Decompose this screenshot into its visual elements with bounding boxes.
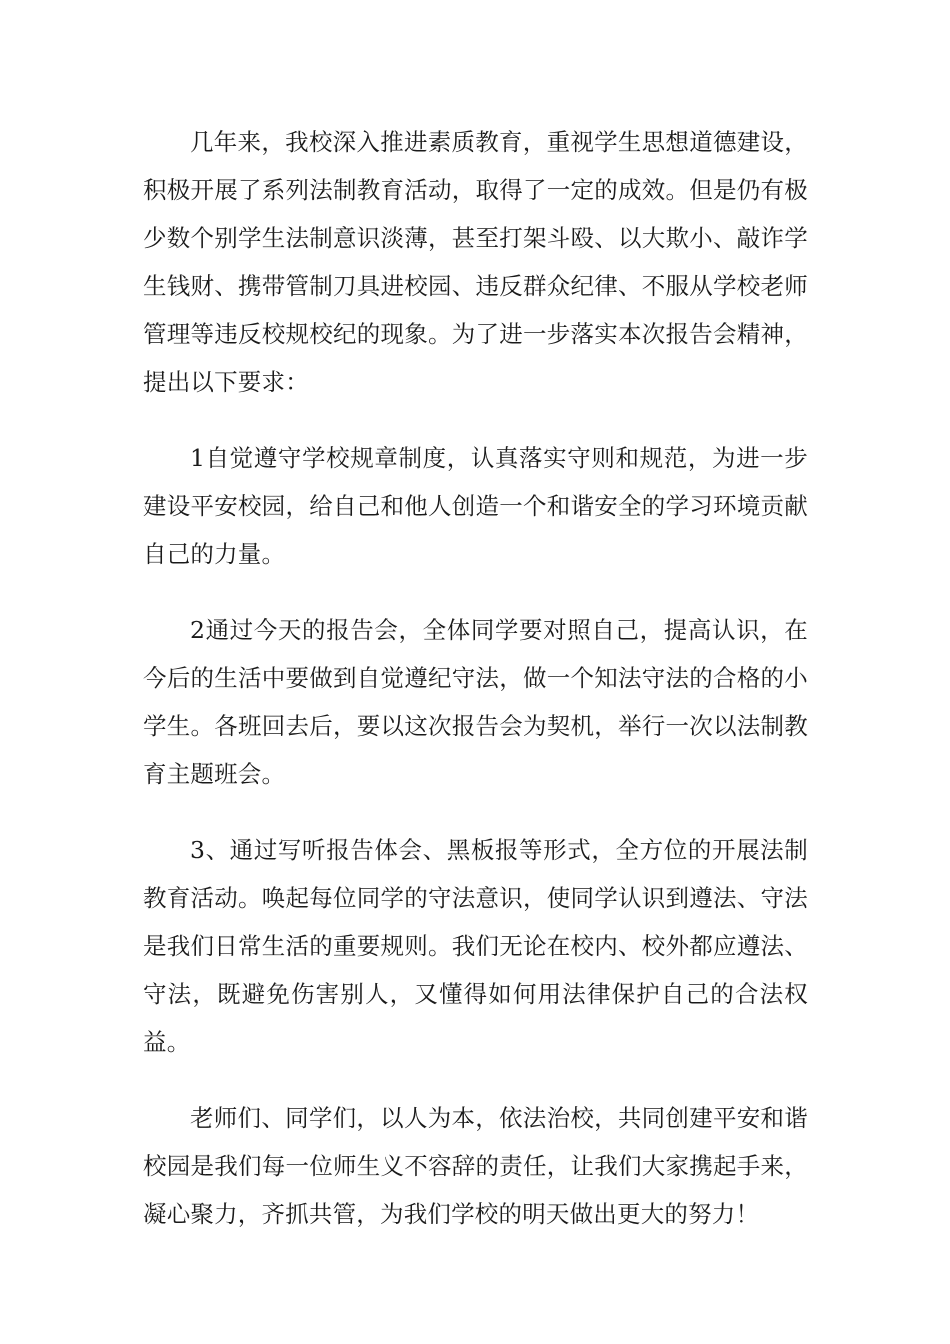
paragraph-requirement-3: 3、通过写听报告体会、黑板报等形式，全方位的开展法制教育活动。唤起每位同学的守法意识，使同学认识到遵法、守法是我们日常生活的重要规则。我们无论在校内、校外都应遵法、守法，既避免伤害别人，又懂得如何用法律保护自己的合法权益。	[143, 836, 808, 1056]
document-body	[143, 118, 808, 1238]
paragraph-requirement-1: 1自觉遵守学校规章制度，认真落实守则和规范，为进一步建设平安校园，给自己和他人创造一个和谐安全的学习环境贡献自己的力量。	[143, 444, 808, 568]
paragraph-requirement-2: 2通过今天的报告会，全体同学要对照自己，提高认识，在今后的生活中要做到自觉遵纪守法，做一个知法守法的合格的小学生。各班回去后，要以这次报告会为契机，举行一次以法制教育主题班会。	[143, 616, 808, 788]
paragraph-intro: 几年来，我校深入推进素质教育，重视学生思想道德建设，积极开展了系列法制教育活动，取得了一定的成效。但是仍有极少数个别学生法制意识淡薄，甚至打架斗殴、以大欺小、敲诈学生钱财、携带管制刀具进校园、违反群众纪律、不服从学校老师管理等违反校规校纪的现象。为了进一步落实本次报告会精神，提出以下要求：	[143, 128, 808, 396]
paragraph-closing: 老师们、同学们，以人为本，依法治校，共同创建平安和谐校园是我们每一位师生义不容辞的责任，让我们大家携起手来，凝心聚力，齐抓共管，为我们学校的明天做出更大的努力！	[143, 1104, 808, 1228]
